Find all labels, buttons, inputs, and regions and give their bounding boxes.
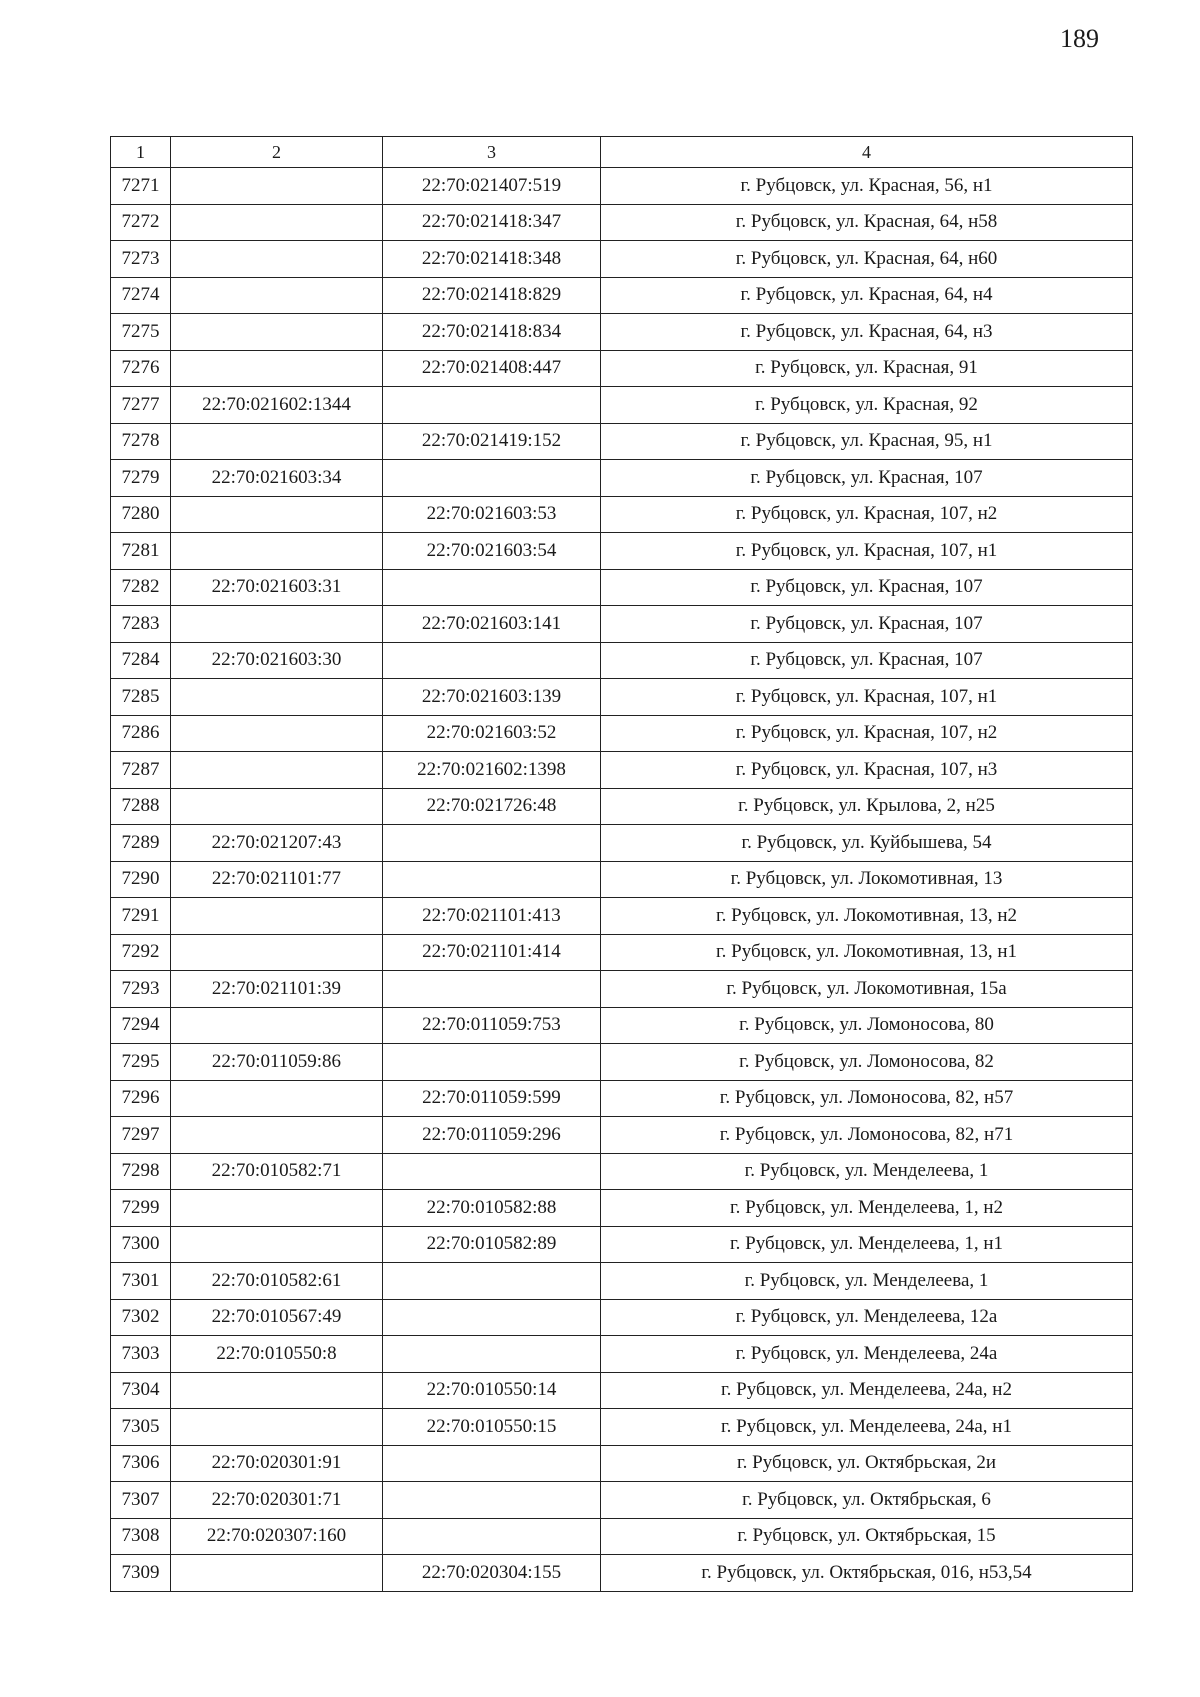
- table-row: [111, 533, 1133, 570]
- building-cadastral-cell: [383, 1299, 601, 1336]
- address-cell: г. Рубцовск, ул. Ломоносова, 82, н57: [601, 1080, 1133, 1117]
- address-cell: г. Рубцовск, ул. Ломоносова, 82, н71: [601, 1117, 1133, 1154]
- table-row: [111, 314, 1133, 351]
- address-cell: г. Рубцовск, ул. Красная, 91: [601, 350, 1133, 387]
- table-row: [111, 241, 1133, 278]
- building-cadastral-cell: [383, 1445, 601, 1482]
- building-cadastral-cell: [383, 1482, 601, 1519]
- building-cadastral-cell: [383, 1518, 601, 1555]
- address-cell: г. Рубцовск, ул. Локомотивная, 13, н2: [601, 898, 1133, 935]
- address-cell: г. Рубцовск, ул. Локомотивная, 15а: [601, 971, 1133, 1008]
- address-cell: г. Рубцовск, ул. Красная, 64, н58: [601, 204, 1133, 241]
- building-cadastral-cell: [383, 1263, 601, 1300]
- table-body: [111, 168, 1133, 1592]
- building-cadastral-cell: 22:70:020304:155: [383, 1555, 601, 1592]
- land-cadastral-cell: [171, 606, 383, 643]
- land-cadastral-cell: [171, 788, 383, 825]
- building-cadastral-cell: 22:70:011059:753: [383, 1007, 601, 1044]
- land-cadastral-cell: 22:70:021602:1344: [171, 387, 383, 424]
- land-cadastral-cell: 22:70:010567:49: [171, 1299, 383, 1336]
- row-number-cell: 7284: [111, 642, 171, 679]
- table-row: [111, 752, 1133, 789]
- row-number-cell: 7290: [111, 861, 171, 898]
- row-number-cell: 7306: [111, 1445, 171, 1482]
- table-row: [111, 1372, 1133, 1409]
- table-row: [111, 204, 1133, 241]
- building-cadastral-cell: [383, 387, 601, 424]
- row-number-cell: 7308: [111, 1518, 171, 1555]
- address-cell: г. Рубцовск, ул. Красная, 95, н1: [601, 423, 1133, 460]
- row-number-cell: 7307: [111, 1482, 171, 1519]
- address-cell: г. Рубцовск, ул. Красная, 107: [601, 606, 1133, 643]
- land-cadastral-cell: 22:70:021101:39: [171, 971, 383, 1008]
- address-cell: г. Рубцовск, ул. Менделеева, 12а: [601, 1299, 1133, 1336]
- row-number-cell: 7296: [111, 1080, 171, 1117]
- land-cadastral-cell: 22:70:021603:31: [171, 569, 383, 606]
- building-cadastral-cell: 22:70:010582:89: [383, 1226, 601, 1263]
- building-cadastral-cell: 22:70:021603:52: [383, 715, 601, 752]
- land-cadastral-cell: [171, 715, 383, 752]
- building-cadastral-cell: 22:70:021603:54: [383, 533, 601, 570]
- table-row: [111, 569, 1133, 606]
- row-number-cell: 7281: [111, 533, 171, 570]
- address-cell: г. Рубцовск, ул. Красная, 107, н2: [601, 715, 1133, 752]
- table-row: [111, 679, 1133, 716]
- page-number: 189: [1060, 24, 1099, 53]
- table-row: [111, 1007, 1133, 1044]
- table-row: [111, 1044, 1133, 1081]
- table-row: [111, 423, 1133, 460]
- building-cadastral-cell: 22:70:021407:519: [383, 168, 601, 205]
- header-row: [111, 137, 1133, 168]
- row-number-cell: 7304: [111, 1372, 171, 1409]
- building-cadastral-cell: 22:70:021101:414: [383, 934, 601, 971]
- row-number-cell: 7297: [111, 1117, 171, 1154]
- building-cadastral-cell: 22:70:010550:15: [383, 1409, 601, 1446]
- row-number-cell: 7285: [111, 679, 171, 716]
- building-cadastral-cell: 22:70:021408:447: [383, 350, 601, 387]
- building-cadastral-cell: 22:70:010550:14: [383, 1372, 601, 1409]
- land-cadastral-cell: 22:70:011059:86: [171, 1044, 383, 1081]
- address-cell: г. Рубцовск, ул. Менделеева, 1, н1: [601, 1226, 1133, 1263]
- address-cell: г. Рубцовск, ул. Октябрьская, 016, н53,54: [601, 1555, 1133, 1592]
- land-cadastral-cell: 22:70:010550:8: [171, 1336, 383, 1373]
- building-cadastral-cell: 22:70:021726:48: [383, 788, 601, 825]
- table-row: [111, 861, 1133, 898]
- table-row: [111, 1153, 1133, 1190]
- row-number-cell: 7283: [111, 606, 171, 643]
- address-cell: г. Рубцовск, ул. Красная, 64, н60: [601, 241, 1133, 278]
- row-number-cell: 7278: [111, 423, 171, 460]
- address-cell: г. Рубцовск, ул. Менделеева, 24а, н2: [601, 1372, 1133, 1409]
- building-cadastral-cell: 22:70:021418:834: [383, 314, 601, 351]
- address-cell: г. Рубцовск, ул. Красная, 107: [601, 642, 1133, 679]
- building-cadastral-cell: [383, 971, 601, 1008]
- header-col-3: 3: [383, 137, 601, 168]
- address-cell: г. Рубцовск, ул. Красная, 92: [601, 387, 1133, 424]
- address-cell: г. Рубцовск, ул. Менделеева, 1: [601, 1263, 1133, 1300]
- table-row: [111, 715, 1133, 752]
- land-cadastral-cell: [171, 752, 383, 789]
- row-number-cell: 7286: [111, 715, 171, 752]
- row-number-cell: 7309: [111, 1555, 171, 1592]
- row-number-cell: 7292: [111, 934, 171, 971]
- building-cadastral-cell: 22:70:021603:53: [383, 496, 601, 533]
- row-number-cell: 7291: [111, 898, 171, 935]
- land-cadastral-cell: [171, 350, 383, 387]
- land-cadastral-cell: 22:70:010582:71: [171, 1153, 383, 1190]
- land-cadastral-cell: 22:70:021603:30: [171, 642, 383, 679]
- land-cadastral-cell: [171, 204, 383, 241]
- row-number-cell: 7289: [111, 825, 171, 862]
- land-cadastral-cell: 22:70:020307:160: [171, 1518, 383, 1555]
- building-cadastral-cell: 22:70:021418:348: [383, 241, 601, 278]
- building-cadastral-cell: 22:70:021418:829: [383, 277, 601, 314]
- building-cadastral-cell: 22:70:011059:599: [383, 1080, 601, 1117]
- address-cell: г. Рубцовск, ул. Менделеева, 1, н2: [601, 1190, 1133, 1227]
- row-number-cell: 7301: [111, 1263, 171, 1300]
- address-cell: г. Рубцовск, ул. Куйбышева, 54: [601, 825, 1133, 862]
- building-cadastral-cell: [383, 642, 601, 679]
- row-number-cell: 7277: [111, 387, 171, 424]
- land-cadastral-cell: 22:70:021207:43: [171, 825, 383, 862]
- table-row: [111, 1190, 1133, 1227]
- building-cadastral-cell: 22:70:010582:88: [383, 1190, 601, 1227]
- land-cadastral-cell: [171, 533, 383, 570]
- land-cadastral-cell: [171, 1555, 383, 1592]
- land-cadastral-cell: [171, 934, 383, 971]
- address-cell: г. Рубцовск, ул. Октябрьская, 15: [601, 1518, 1133, 1555]
- table-row: [111, 1080, 1133, 1117]
- address-cell: г. Рубцовск, ул. Менделеева, 1: [601, 1153, 1133, 1190]
- building-cadastral-cell: [383, 1336, 601, 1373]
- table-row: [111, 825, 1133, 862]
- table-row: [111, 1226, 1133, 1263]
- land-cadastral-cell: [171, 423, 383, 460]
- row-number-cell: 7294: [111, 1007, 171, 1044]
- land-cadastral-cell: [171, 168, 383, 205]
- row-number-cell: 7280: [111, 496, 171, 533]
- land-cadastral-cell: [171, 1190, 383, 1227]
- row-number-cell: 7272: [111, 204, 171, 241]
- building-cadastral-cell: [383, 861, 601, 898]
- address-cell: г. Рубцовск, ул. Красная, 107: [601, 569, 1133, 606]
- land-cadastral-cell: [171, 314, 383, 351]
- address-cell: г. Рубцовск, ул. Менделеева, 24а: [601, 1336, 1133, 1373]
- building-cadastral-cell: 22:70:021603:139: [383, 679, 601, 716]
- address-cell: г. Рубцовск, ул. Ломоносова, 80: [601, 1007, 1133, 1044]
- row-number-cell: 7305: [111, 1409, 171, 1446]
- address-cell: г. Рубцовск, ул. Ломоносова, 82: [601, 1044, 1133, 1081]
- address-cell: г. Рубцовск, ул. Красная, 107, н1: [601, 679, 1133, 716]
- land-cadastral-cell: 22:70:021101:77: [171, 861, 383, 898]
- row-number-cell: 7300: [111, 1226, 171, 1263]
- row-number-cell: 7293: [111, 971, 171, 1008]
- row-number-cell: 7298: [111, 1153, 171, 1190]
- table-row: [111, 788, 1133, 825]
- land-cadastral-cell: 22:70:021603:34: [171, 460, 383, 497]
- row-number-cell: 7295: [111, 1044, 171, 1081]
- row-number-cell: 7299: [111, 1190, 171, 1227]
- building-cadastral-cell: [383, 569, 601, 606]
- row-number-cell: 7302: [111, 1299, 171, 1336]
- land-cadastral-cell: [171, 898, 383, 935]
- address-cell: г. Рубцовск, ул. Крылова, 2, н25: [601, 788, 1133, 825]
- land-cadastral-cell: 22:70:010582:61: [171, 1263, 383, 1300]
- row-number-cell: 7275: [111, 314, 171, 351]
- land-cadastral-cell: [171, 1226, 383, 1263]
- table-row: [111, 277, 1133, 314]
- table-row: [111, 1263, 1133, 1300]
- table-row: [111, 898, 1133, 935]
- table-row: [111, 1445, 1133, 1482]
- address-cell: г. Рубцовск, ул. Октябрьская, 6: [601, 1482, 1133, 1519]
- row-number-cell: 7287: [111, 752, 171, 789]
- building-cadastral-cell: 22:70:011059:296: [383, 1117, 601, 1154]
- table-row: [111, 350, 1133, 387]
- registry-table: [110, 136, 1133, 1592]
- building-cadastral-cell: 22:70:021419:152: [383, 423, 601, 460]
- table-row: [111, 1555, 1133, 1592]
- land-cadastral-cell: [171, 679, 383, 716]
- row-number-cell: 7279: [111, 460, 171, 497]
- address-cell: г. Рубцовск, ул. Октябрьская, 2и: [601, 1445, 1133, 1482]
- address-cell: г. Рубцовск, ул. Красная, 56, н1: [601, 168, 1133, 205]
- land-cadastral-cell: 22:70:020301:91: [171, 1445, 383, 1482]
- row-number-cell: 7288: [111, 788, 171, 825]
- table-row: [111, 606, 1133, 643]
- address-cell: г. Рубцовск, ул. Красная, 64, н3: [601, 314, 1133, 351]
- row-number-cell: 7271: [111, 168, 171, 205]
- land-cadastral-cell: [171, 496, 383, 533]
- header-col-2: 2: [171, 137, 383, 168]
- land-cadastral-cell: [171, 1080, 383, 1117]
- table-row: [111, 496, 1133, 533]
- address-cell: г. Рубцовск, ул. Менделеева, 24а, н1: [601, 1409, 1133, 1446]
- row-number-cell: 7303: [111, 1336, 171, 1373]
- address-cell: г. Рубцовск, ул. Локомотивная, 13, н1: [601, 934, 1133, 971]
- land-cadastral-cell: [171, 277, 383, 314]
- header-col-1: 1: [111, 137, 171, 168]
- address-cell: г. Рубцовск, ул. Красная, 107, н2: [601, 496, 1133, 533]
- address-cell: г. Рубцовск, ул. Красная, 107: [601, 460, 1133, 497]
- building-cadastral-cell: 22:70:021101:413: [383, 898, 601, 935]
- building-cadastral-cell: 22:70:021602:1398: [383, 752, 601, 789]
- row-number-cell: 7282: [111, 569, 171, 606]
- land-cadastral-cell: [171, 1409, 383, 1446]
- table-row: [111, 1409, 1133, 1446]
- address-cell: г. Рубцовск, ул. Красная, 64, н4: [601, 277, 1133, 314]
- table-row: [111, 971, 1133, 1008]
- row-number-cell: 7274: [111, 277, 171, 314]
- table-row: [111, 1117, 1133, 1154]
- table-row: [111, 1482, 1133, 1519]
- building-cadastral-cell: [383, 825, 601, 862]
- building-cadastral-cell: 22:70:021603:141: [383, 606, 601, 643]
- land-cadastral-cell: 22:70:020301:71: [171, 1482, 383, 1519]
- table-row: [111, 642, 1133, 679]
- building-cadastral-cell: [383, 460, 601, 497]
- land-cadastral-cell: [171, 1117, 383, 1154]
- row-number-cell: 7273: [111, 241, 171, 278]
- table-row: [111, 168, 1133, 205]
- land-cadastral-cell: [171, 241, 383, 278]
- table-row: [111, 1336, 1133, 1373]
- table-header: [111, 137, 1133, 168]
- table-row: [111, 934, 1133, 971]
- table-row: [111, 460, 1133, 497]
- table-row: [111, 1299, 1133, 1336]
- address-cell: г. Рубцовск, ул. Локомотивная, 13: [601, 861, 1133, 898]
- header-col-4: 4: [601, 137, 1133, 168]
- row-number-cell: 7276: [111, 350, 171, 387]
- land-cadastral-cell: [171, 1007, 383, 1044]
- address-cell: г. Рубцовск, ул. Красная, 107, н3: [601, 752, 1133, 789]
- address-cell: г. Рубцовск, ул. Красная, 107, н1: [601, 533, 1133, 570]
- table-row: [111, 387, 1133, 424]
- table-row: [111, 1518, 1133, 1555]
- building-cadastral-cell: 22:70:021418:347: [383, 204, 601, 241]
- land-cadastral-cell: [171, 1372, 383, 1409]
- building-cadastral-cell: [383, 1153, 601, 1190]
- building-cadastral-cell: [383, 1044, 601, 1081]
